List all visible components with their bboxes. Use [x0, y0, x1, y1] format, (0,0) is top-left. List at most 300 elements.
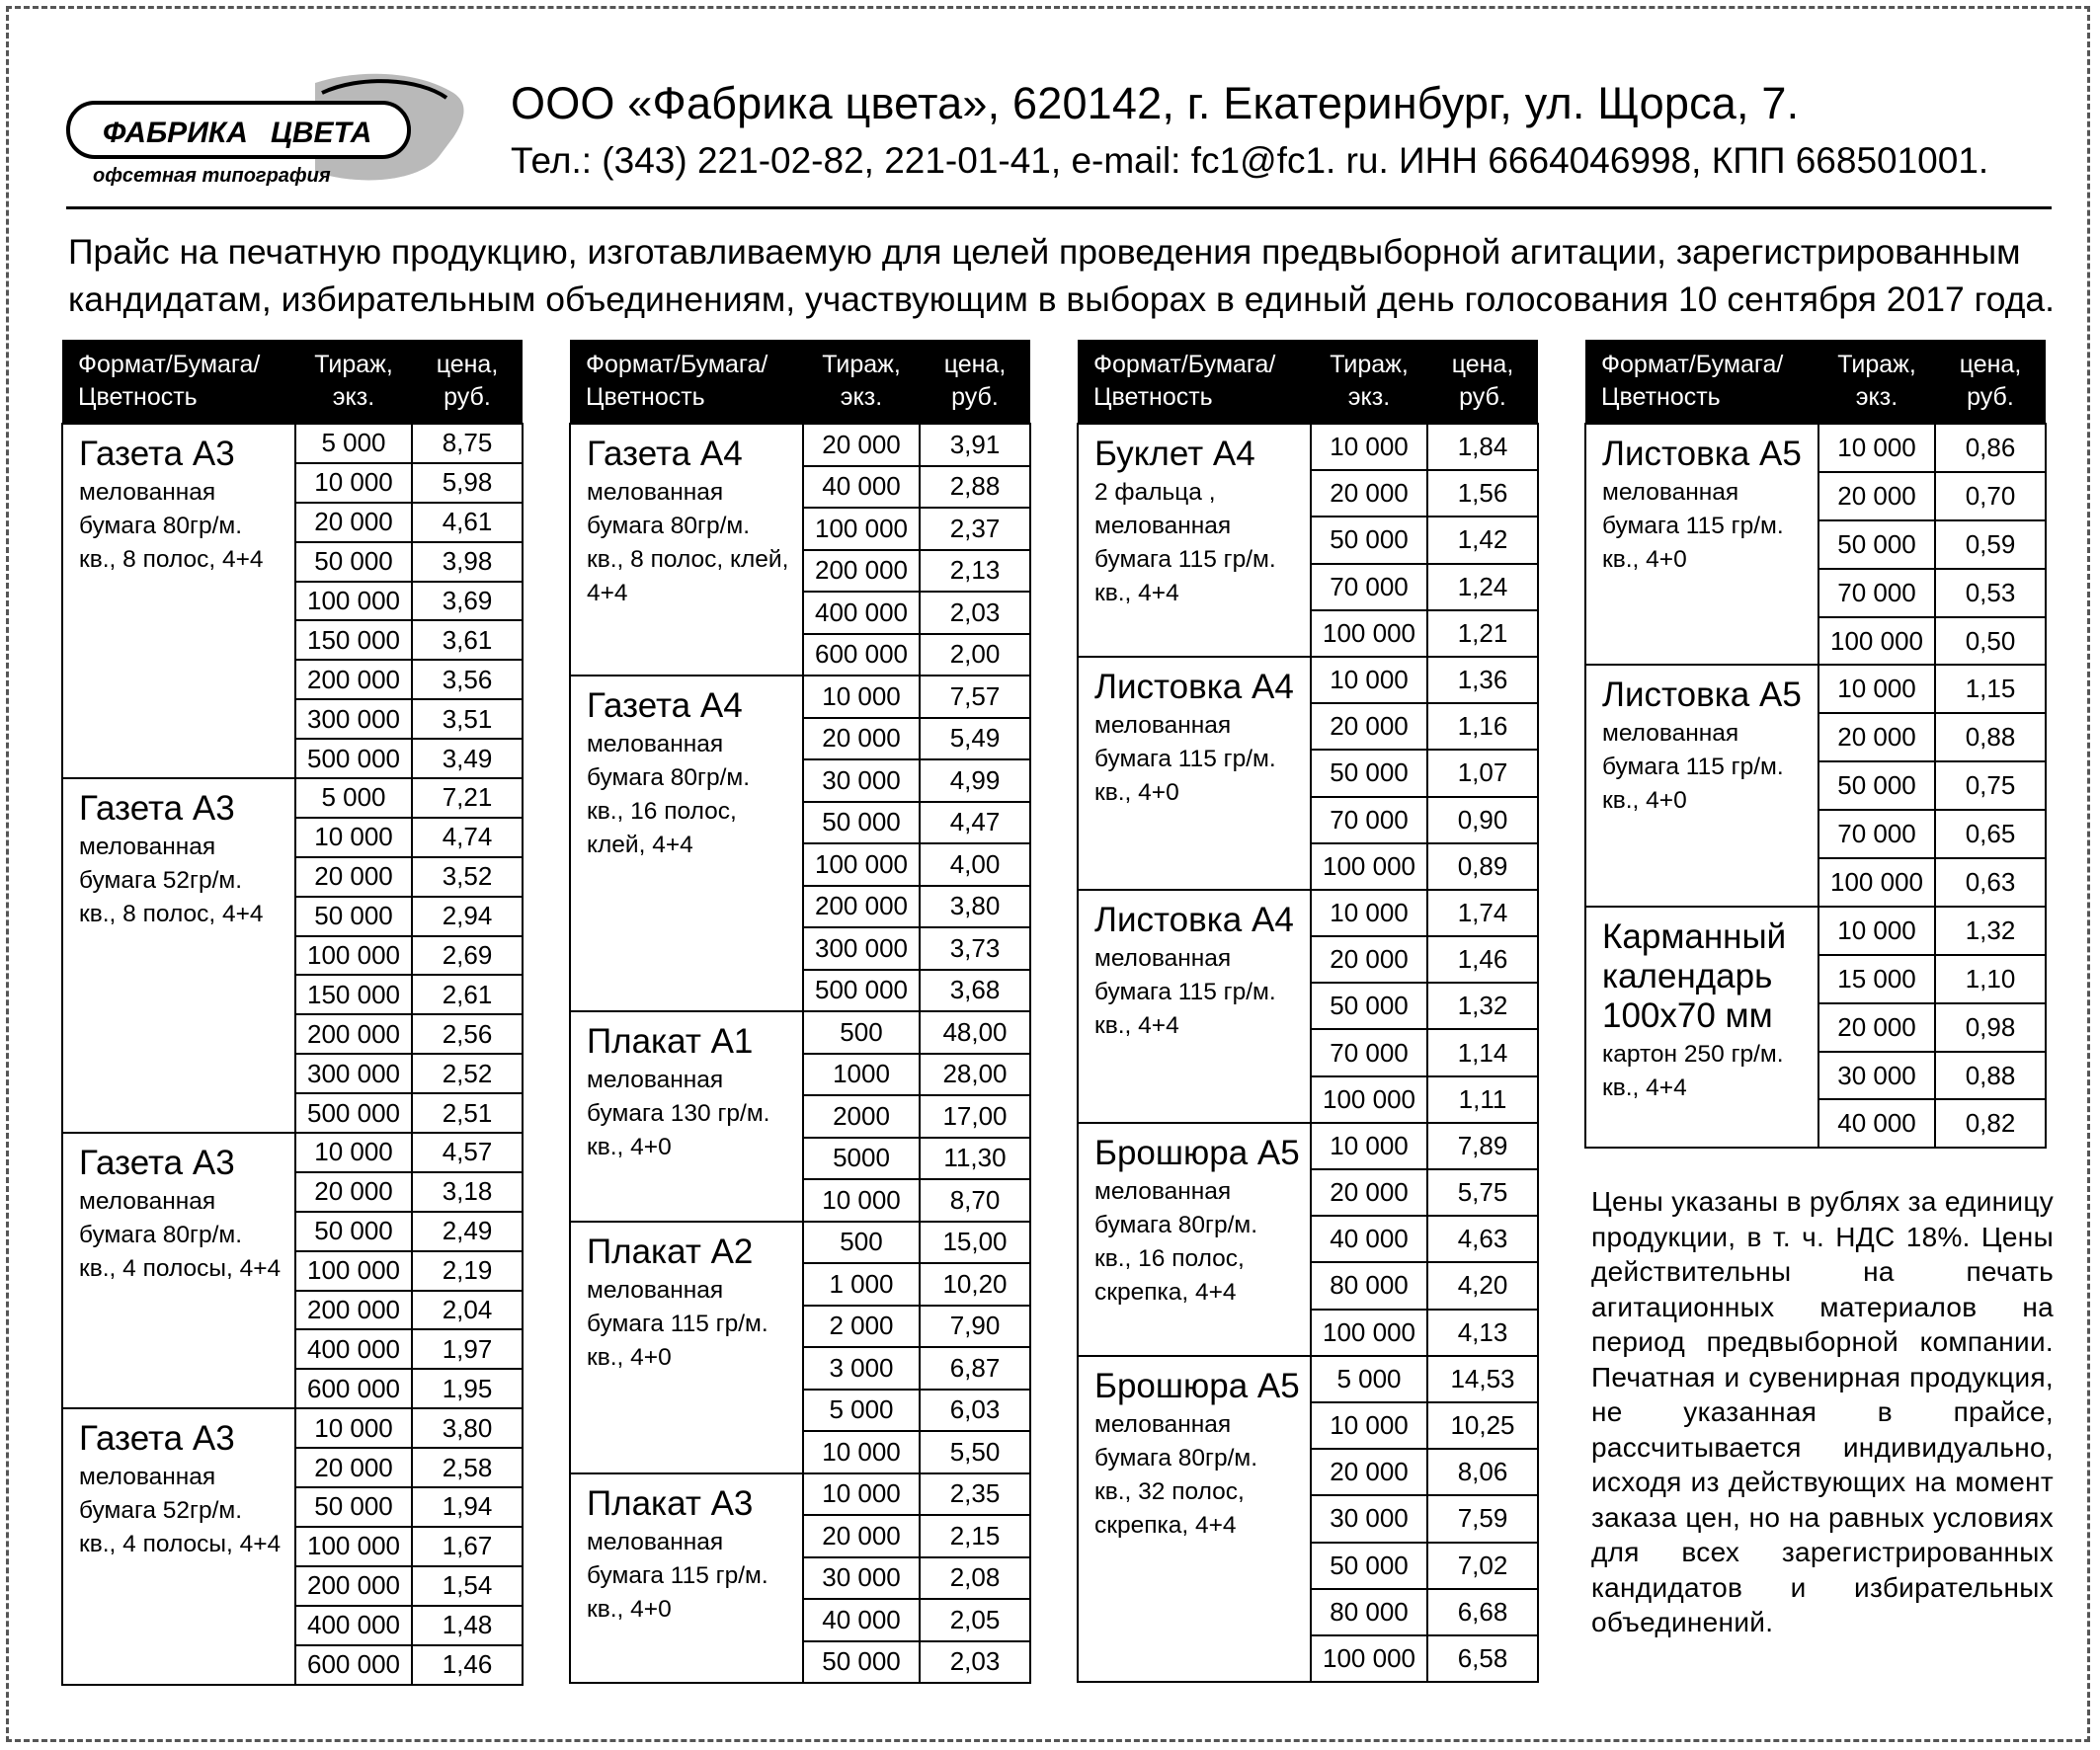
quantity-cell: 200 000	[295, 1566, 412, 1606]
price-cell: 5,98	[412, 463, 523, 503]
price-cell: 2,05	[920, 1599, 1030, 1641]
product-description	[1585, 907, 1818, 1148]
product-description	[570, 1011, 803, 1222]
quantity-cell: 50 000	[1818, 761, 1935, 810]
table-row	[570, 676, 1030, 718]
price-cell: 11,30	[920, 1138, 1030, 1180]
header-format: Формат/Бумага/ Цветность	[1585, 340, 1818, 424]
quantity-cell: 600 000	[295, 1369, 412, 1408]
price-cell: 2,13	[920, 550, 1030, 593]
price-cell: 5,49	[920, 718, 1030, 760]
quantity-cell: 500 000	[295, 1093, 412, 1133]
price-cell: 1,15	[1935, 665, 2046, 713]
product-specs: мелованная бумага 130 гр/м. кв., 4+0	[587, 1067, 770, 1160]
price-cell: 3,52	[412, 857, 523, 897]
product-specs: мелованная бумага 52гр/м. кв., 4 полосы, 4+4	[79, 1464, 282, 1558]
price-cell: 5,75	[1427, 1169, 1538, 1216]
quantity-cell: 100 000	[295, 936, 412, 976]
quantity-cell: 20 000	[1311, 470, 1427, 517]
price-cell: 7,59	[1427, 1495, 1538, 1542]
price-cell: 2,15	[920, 1515, 1030, 1557]
quantity-cell: 20 000	[803, 424, 920, 466]
table-row	[1078, 1123, 1538, 1169]
price-cell: 1,56	[1427, 470, 1538, 517]
price-cell: 2,19	[412, 1251, 523, 1291]
product-specs: мелованная бумага 80гр/м. кв., 16 полос, скрепка, 4+4	[1094, 1177, 1258, 1306]
table-row	[62, 1133, 523, 1172]
price-cell: 1,84	[1427, 424, 1538, 470]
quantity-cell: 70 000	[1818, 569, 1935, 617]
price-cell: 1,14	[1427, 1029, 1538, 1075]
quantity-cell: 80 000	[1311, 1262, 1427, 1309]
table-row	[1585, 907, 2046, 955]
product-specs: мелованная бумага 115 гр/м. кв., 4+0	[1602, 479, 1784, 573]
product-description	[62, 424, 295, 778]
price-cell: 1,24	[1427, 564, 1538, 610]
quantity-cell: 10 000	[803, 676, 920, 718]
quantity-cell: 100 000	[295, 1251, 412, 1291]
quantity-cell: 1000	[803, 1054, 920, 1096]
price-cell: 1,10	[1935, 955, 2046, 1003]
product-name: Газета А4	[587, 686, 743, 725]
price-cell: 1,07	[1427, 750, 1538, 796]
quantity-cell: 100 000	[295, 1527, 412, 1566]
price-cell: 10,20	[920, 1263, 1030, 1306]
product-description	[62, 1408, 295, 1684]
quantity-cell: 20 000	[295, 1448, 412, 1487]
price-cell: 3,80	[920, 886, 1030, 928]
price-cell: 2,61	[412, 975, 523, 1014]
quantity-cell: 50 000	[295, 897, 412, 936]
table-row	[1585, 665, 2046, 713]
price-cell: 2,08	[920, 1557, 1030, 1600]
quantity-cell: 30 000	[1818, 1052, 1935, 1100]
price-cell: 1,11	[1427, 1076, 1538, 1123]
price-cell: 2,52	[412, 1054, 523, 1093]
price-cell: 4,13	[1427, 1310, 1538, 1356]
table-row	[1078, 657, 1538, 703]
quantity-cell: 40 000	[1818, 1099, 1935, 1148]
price-cell: 2,94	[412, 897, 523, 936]
price-cell: 1,67	[412, 1527, 523, 1566]
quantity-cell: 100 000	[1311, 843, 1427, 890]
quantity-cell: 100 000	[1818, 858, 1935, 907]
price-cell: 0,89	[1427, 843, 1538, 890]
product-name: Брошюра А5	[1094, 1366, 1300, 1405]
quantity-cell: 70 000	[1818, 810, 1935, 858]
product-specs: мелованная бумага 52гр/м. кв., 8 полос, 4+4	[79, 834, 264, 928]
header-quantity: Тираж, экз.	[803, 340, 920, 424]
price-cell: 1,54	[412, 1566, 523, 1606]
price-cell: 3,68	[920, 970, 1030, 1012]
quantity-cell: 80 000	[1311, 1589, 1427, 1635]
product-description	[1585, 665, 1818, 906]
price-cell: 0,65	[1935, 810, 2046, 858]
product-description	[1078, 1356, 1311, 1682]
product-description	[1078, 1123, 1311, 1356]
quantity-cell: 50 000	[1311, 983, 1427, 1029]
product-specs: мелованная бумага 80гр/м. кв., 8 полос, клей, 4+4	[587, 479, 789, 606]
header-price: цена, руб.	[412, 340, 523, 424]
quantity-cell: 10 000	[295, 818, 412, 857]
price-cell: 2,03	[920, 592, 1030, 634]
price-table-3	[1077, 340, 1539, 1683]
price-cell: 5,50	[920, 1431, 1030, 1473]
product-description	[1078, 657, 1311, 890]
quantity-cell: 10 000	[1311, 1402, 1427, 1449]
header-format: Формат/Бумага/ Цветность	[1078, 340, 1311, 424]
quantity-cell: 150 000	[295, 620, 412, 660]
quantity-cell: 200 000	[295, 1291, 412, 1330]
price-cell: 4,47	[920, 802, 1030, 844]
product-name: Газета А3	[79, 789, 235, 829]
quantity-cell: 10 000	[803, 1473, 920, 1516]
price-cell: 3,49	[412, 739, 523, 778]
price-list-page	[6, 6, 2090, 1742]
product-name: Плакат А2	[587, 1232, 754, 1271]
price-cell: 7,02	[1427, 1543, 1538, 1589]
table-row	[570, 1222, 1030, 1264]
price-cell: 2,00	[920, 634, 1030, 676]
header-price: цена, руб.	[1427, 340, 1538, 424]
quantity-cell: 400 000	[295, 1606, 412, 1645]
quantity-cell: 5 000	[1311, 1356, 1427, 1402]
quantity-cell: 400 000	[295, 1329, 412, 1369]
price-notes: Цены указаны в рублях за единицу продукции, в т. ч. НДС 18%. Цены действительны на печать агитационных материалов на период предвыборной компании. Печатная и сувенирная продукция, не указанная в прайсе, рассчитывается индивидуально, исходя из действующих на момент заказа цен, но на равных условиях для всех зарегистрированных кандидатов и избирательных объединений.	[1591, 1186, 2054, 1637]
table-row	[570, 1473, 1030, 1516]
quantity-cell: 15 000	[1818, 955, 1935, 1003]
price-cell: 6,03	[920, 1390, 1030, 1432]
price-table-4	[1584, 340, 2047, 1149]
table-row	[1078, 424, 1538, 470]
quantity-cell: 10 000	[803, 1179, 920, 1222]
price-cell: 1,97	[412, 1329, 523, 1369]
product-description	[62, 1133, 295, 1408]
quantity-cell: 300 000	[803, 927, 920, 970]
quantity-cell: 200 000	[803, 886, 920, 928]
product-name: Брошюра А5	[1094, 1133, 1300, 1172]
table-row	[570, 1011, 1030, 1054]
price-cell: 6,58	[1427, 1635, 1538, 1682]
price-cell: 2,51	[412, 1093, 523, 1133]
product-description	[1078, 890, 1311, 1123]
price-cell: 8,70	[920, 1179, 1030, 1222]
price-cell: 0,88	[1935, 713, 2046, 761]
price-cell: 7,90	[920, 1306, 1030, 1348]
price-table-2	[569, 340, 1031, 1684]
price-cell: 2,58	[412, 1448, 523, 1487]
quantity-cell: 20 000	[1311, 703, 1427, 750]
header-price: цена, руб.	[920, 340, 1030, 424]
price-cell: 2,56	[412, 1014, 523, 1054]
quantity-cell: 500	[803, 1222, 920, 1264]
quantity-cell: 2 000	[803, 1306, 920, 1348]
price-cell: 1,21	[1427, 610, 1538, 657]
table-row	[62, 778, 523, 818]
price-cell: 7,57	[920, 676, 1030, 718]
quantity-cell: 600 000	[803, 634, 920, 676]
price-cell: 1,42	[1427, 517, 1538, 563]
quantity-cell: 100 000	[803, 843, 920, 886]
quantity-cell: 20 000	[295, 503, 412, 542]
price-cell: 3,56	[412, 660, 523, 699]
quantity-cell: 600 000	[295, 1645, 412, 1685]
product-specs: мелованная бумага 80гр/м. кв., 8 полос, 4+4	[79, 479, 264, 573]
price-cell: 1,36	[1427, 657, 1538, 703]
price-cell: 3,69	[412, 582, 523, 621]
quantity-cell: 70 000	[1311, 797, 1427, 843]
quantity-cell: 200 000	[295, 660, 412, 699]
price-cell: 0,53	[1935, 569, 2046, 617]
table-row	[1585, 424, 2046, 472]
price-cell: 4,20	[1427, 1262, 1538, 1309]
price-table-1	[61, 340, 524, 1686]
header-price: цена, руб.	[1935, 340, 2046, 424]
price-cell: 0,75	[1935, 761, 2046, 810]
quantity-cell: 100 000	[1311, 1635, 1427, 1682]
table-row	[1078, 1356, 1538, 1402]
price-cell: 1,46	[412, 1645, 523, 1685]
logo-brand-right: ЦВЕТА	[271, 117, 372, 149]
company-logo	[63, 63, 488, 192]
quantity-cell: 30 000	[803, 1557, 920, 1600]
quantity-cell: 50 000	[803, 1641, 920, 1684]
quantity-cell: 50 000	[1311, 517, 1427, 563]
price-cell: 0,70	[1935, 472, 2046, 520]
price-cell: 8,06	[1427, 1449, 1538, 1495]
quantity-cell: 10 000	[295, 463, 412, 503]
header-quantity: Тираж, экз.	[1818, 340, 1935, 424]
product-specs: мелованная бумага 115 гр/м. кв., 4+0	[1094, 711, 1276, 806]
quantity-cell: 20 000	[1818, 472, 1935, 520]
price-cell: 2,04	[412, 1291, 523, 1330]
price-cell: 4,99	[920, 759, 1030, 802]
quantity-cell: 10 000	[1311, 424, 1427, 470]
quantity-cell: 10 000	[803, 1431, 920, 1473]
price-cell: 1,32	[1935, 907, 2046, 955]
product-specs: картон 250 гр/м. кв., 4+4	[1602, 1040, 1784, 1101]
intro-line-1: Прайс на печатную продукцию, изготавливаемую для целей проведения предвыборной агитации, зарегистрированным	[68, 232, 2021, 272]
quantity-cell: 300 000	[295, 1054, 412, 1093]
company-contacts: Тел.: (343) 221-02-82, 221-01-41, e-mail: fc1@fc1. ru. ИНН 6664046998, КПП 668501001.	[511, 140, 1989, 181]
product-name: Листовка А5	[1602, 435, 1802, 473]
table-row	[62, 424, 523, 463]
quantity-cell: 20 000	[803, 1515, 920, 1557]
product-description	[1078, 424, 1311, 657]
product-specs: мелованная бумага 115 гр/м. кв., 4+0	[1602, 720, 1784, 815]
product-description	[570, 1473, 803, 1684]
price-cell: 3,91	[920, 424, 1030, 466]
quantity-cell: 20 000	[1818, 713, 1935, 761]
price-cell: 48,00	[920, 1011, 1030, 1054]
quantity-cell: 40 000	[803, 466, 920, 509]
quantity-cell: 200 000	[803, 550, 920, 593]
quantity-cell: 30 000	[803, 759, 920, 802]
quantity-cell: 10 000	[295, 1133, 412, 1172]
product-name: Листовка А4	[1094, 667, 1294, 706]
quantity-cell: 3 000	[803, 1347, 920, 1390]
product-name: Газета А4	[587, 435, 743, 473]
quantity-cell: 20 000	[1818, 1003, 1935, 1052]
price-cell: 7,21	[412, 778, 523, 818]
price-cell: 2,49	[412, 1212, 523, 1251]
quantity-cell: 50 000	[1311, 750, 1427, 796]
table-row	[570, 424, 1030, 466]
price-cell: 1,74	[1427, 890, 1538, 936]
price-cell: 1,48	[412, 1606, 523, 1645]
quantity-cell: 5 000	[295, 424, 412, 463]
price-cell: 6,68	[1427, 1589, 1538, 1635]
price-cell: 4,57	[412, 1133, 523, 1172]
logo-brand-left: ФАБРИКА	[103, 117, 248, 149]
quantity-cell: 70 000	[1311, 564, 1427, 610]
table-row	[62, 1408, 523, 1448]
quantity-cell: 100 000	[1818, 617, 1935, 666]
product-name: Газета А3	[79, 1419, 235, 1459]
product-name: Буклет А4	[1094, 435, 1255, 473]
product-specs: мелованная бумага 80гр/м. кв., 16 полос, клей, 4+4	[587, 731, 751, 858]
table-row	[1078, 890, 1538, 936]
price-cell: 10,25	[1427, 1402, 1538, 1449]
quantity-cell: 20 000	[803, 718, 920, 760]
product-description	[1585, 424, 1818, 665]
product-specs: мелованная бумага 115 гр/м. кв., 4+0	[587, 1276, 768, 1371]
quantity-cell: 30 000	[1311, 1495, 1427, 1542]
product-name: Листовка А4	[1094, 900, 1294, 939]
product-description	[570, 1222, 803, 1473]
header-divider	[66, 206, 2052, 209]
quantity-cell: 10 000	[1311, 657, 1427, 703]
product-name: Карманный календарь 100х70 мм	[1602, 916, 1787, 1035]
price-cell: 0,88	[1935, 1052, 2046, 1100]
price-cell: 4,61	[412, 503, 523, 542]
quantity-cell: 10 000	[1818, 907, 1935, 955]
quantity-cell: 200 000	[295, 1014, 412, 1054]
price-cell: 1,32	[1427, 983, 1538, 1029]
price-cell: 17,00	[920, 1095, 1030, 1138]
quantity-cell: 20 000	[1311, 1169, 1427, 1216]
quantity-cell: 100 000	[295, 582, 412, 621]
quantity-cell: 1 000	[803, 1263, 920, 1306]
price-cell: 2,88	[920, 466, 1030, 509]
price-cell: 4,74	[412, 818, 523, 857]
quantity-cell: 10 000	[295, 1408, 412, 1448]
price-cell: 2,37	[920, 508, 1030, 550]
price-cell: 8,75	[412, 424, 523, 463]
price-cell: 0,86	[1935, 424, 2046, 472]
quantity-cell: 70 000	[1311, 1029, 1427, 1075]
product-name: Газета А3	[79, 435, 235, 473]
quantity-cell: 50 000	[803, 802, 920, 844]
quantity-cell: 100 000	[1311, 610, 1427, 657]
price-cell: 1,95	[412, 1369, 523, 1408]
product-name: Плакат А1	[587, 1022, 754, 1061]
intro-line-2: кандидатам, избирательным объединениям, участвующим в выборах в единый день голосования 10 сентября 2017 года.	[68, 279, 2056, 319]
quantity-cell: 5000	[803, 1138, 920, 1180]
logo-subtitle: офсетная типография	[93, 165, 331, 187]
price-cell: 7,89	[1427, 1123, 1538, 1169]
quantity-cell: 400 000	[803, 592, 920, 634]
product-name: Газета А3	[79, 1144, 235, 1183]
quantity-cell: 5 000	[803, 1390, 920, 1432]
quantity-cell: 20 000	[1311, 1449, 1427, 1495]
product-specs: мелованная бумага 80гр/м. кв., 32 полос, скрепка, 4+4	[1094, 1410, 1258, 1539]
quantity-cell: 300 000	[295, 699, 412, 739]
quantity-cell: 50 000	[1818, 520, 1935, 569]
quantity-cell: 50 000	[295, 542, 412, 582]
quantity-cell: 500	[803, 1011, 920, 1054]
product-specs: 2 фальца , мелованная бумага 115 гр/м. кв., 4+4	[1094, 479, 1276, 606]
price-cell: 14,53	[1427, 1356, 1538, 1402]
price-cell: 2,35	[920, 1473, 1030, 1516]
product-specs: мелованная бумага 115 гр/м. кв., 4+4	[1094, 944, 1276, 1039]
price-cell: 0,50	[1935, 617, 2046, 666]
product-name: Листовка А5	[1602, 676, 1802, 715]
quantity-cell: 20 000	[295, 857, 412, 897]
quantity-cell: 40 000	[1311, 1216, 1427, 1262]
header-format: Формат/Бумага/ Цветность	[570, 340, 803, 424]
price-cell: 3,80	[412, 1408, 523, 1448]
product-description	[62, 778, 295, 1133]
product-specs: мелованная бумага 80гр/м. кв., 4 полосы, 4+4	[79, 1188, 282, 1283]
quantity-cell: 2000	[803, 1095, 920, 1138]
price-cell: 15,00	[920, 1222, 1030, 1264]
price-cell: 0,59	[1935, 520, 2046, 569]
product-specs: мелованная бумага 115 гр/м. кв., 4+0	[587, 1528, 768, 1623]
price-cell: 1,46	[1427, 936, 1538, 983]
company-address: ООО «Фабрика цвета», 620142, г. Екатеринбург, ул. Щорса, 7.	[511, 78, 1800, 128]
price-cell: 1,94	[412, 1487, 523, 1527]
quantity-cell: 50 000	[295, 1212, 412, 1251]
price-cell: 3,98	[412, 542, 523, 582]
header-quantity: Тираж, экз.	[1311, 340, 1427, 424]
header-quantity: Тираж, экз.	[295, 340, 412, 424]
price-cell: 0,82	[1935, 1099, 2046, 1148]
quantity-cell: 50 000	[295, 1487, 412, 1527]
price-cell: 0,98	[1935, 1003, 2046, 1052]
price-cell: 2,03	[920, 1641, 1030, 1684]
quantity-cell: 10 000	[1311, 890, 1427, 936]
quantity-cell: 500 000	[803, 970, 920, 1012]
price-cell: 4,63	[1427, 1216, 1538, 1262]
price-cell: 1,16	[1427, 703, 1538, 750]
quantity-cell: 100 000	[1311, 1076, 1427, 1123]
quantity-cell: 20 000	[295, 1172, 412, 1212]
price-cell: 3,51	[412, 699, 523, 739]
quantity-cell: 50 000	[1311, 1543, 1427, 1589]
price-cell: 3,73	[920, 927, 1030, 970]
quantity-cell: 100 000	[803, 508, 920, 550]
quantity-cell: 5 000	[295, 778, 412, 818]
product-description	[570, 424, 803, 676]
price-cell: 3,61	[412, 620, 523, 660]
product-name: Плакат А3	[587, 1483, 754, 1523]
price-cell: 3,18	[412, 1172, 523, 1212]
intro-text	[68, 228, 2054, 323]
product-description	[570, 676, 803, 1011]
price-cell: 0,90	[1427, 797, 1538, 843]
quantity-cell: 100 000	[1311, 1310, 1427, 1356]
quantity-cell: 20 000	[1311, 936, 1427, 983]
quantity-cell: 150 000	[295, 975, 412, 1014]
price-cell: 0,63	[1935, 858, 2046, 907]
price-cell: 28,00	[920, 1054, 1030, 1096]
quantity-cell: 40 000	[803, 1599, 920, 1641]
price-cell: 6,87	[920, 1347, 1030, 1390]
price-cell: 4,00	[920, 843, 1030, 886]
header-format: Формат/Бумага/ Цветность	[62, 340, 295, 424]
quantity-cell: 10 000	[1818, 665, 1935, 713]
